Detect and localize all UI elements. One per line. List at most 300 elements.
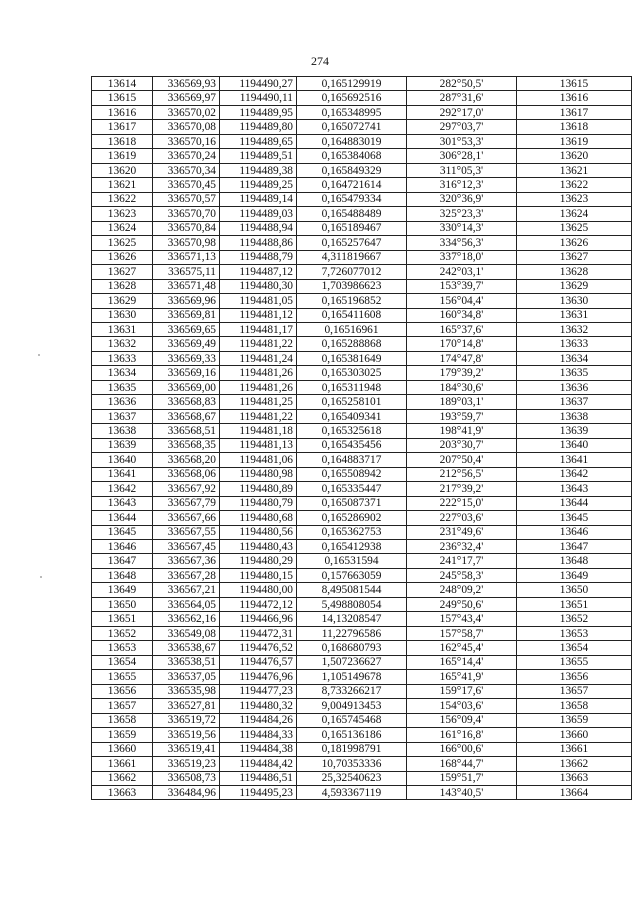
bearing-cell: 165°41,9'	[407, 670, 517, 684]
bearing-cell: 248°09,2'	[407, 583, 517, 597]
x-coordinate-cell: 336519,72	[153, 713, 220, 727]
x-coordinate-cell: 336535,98	[153, 684, 220, 698]
table-row	[92, 91, 632, 105]
y-coordinate-cell: 1194480,29	[220, 554, 297, 568]
bearing-cell: 160°34,8'	[407, 308, 517, 322]
distance-cell: 0,16531594	[297, 554, 407, 568]
point-to-cell: 13636	[517, 380, 632, 394]
y-coordinate-cell: 1194484,38	[220, 742, 297, 756]
distance-cell: 0,181998791	[297, 742, 407, 756]
x-coordinate-cell: 336519,41	[153, 742, 220, 756]
bearing-cell: 161°16,8'	[407, 728, 517, 742]
table-row	[92, 453, 632, 467]
table-row	[92, 105, 632, 119]
coordinates-table-container	[91, 76, 632, 800]
table-row	[92, 424, 632, 438]
point-from-cell: 13617	[92, 120, 153, 134]
bearing-cell: 282°50,5'	[407, 77, 517, 91]
distance-cell: 1,703986623	[297, 279, 407, 293]
distance-cell: 5,498808054	[297, 597, 407, 611]
point-to-cell: 13644	[517, 496, 632, 510]
table-row	[92, 742, 632, 756]
point-to-cell: 13639	[517, 424, 632, 438]
point-from-cell: 13647	[92, 554, 153, 568]
bearing-cell: 157°58,7'	[407, 626, 517, 640]
y-coordinate-cell: 1194489,14	[220, 192, 297, 206]
point-from-cell: 13615	[92, 91, 153, 105]
bearing-cell: 143°40,5'	[407, 785, 517, 799]
distance-cell: 0,165325618	[297, 424, 407, 438]
distance-cell: 10,70353336	[297, 757, 407, 771]
point-from-cell: 13641	[92, 467, 153, 481]
x-coordinate-cell: 336570,08	[153, 120, 220, 134]
point-from-cell: 13649	[92, 583, 153, 597]
point-from-cell: 13637	[92, 409, 153, 423]
point-from-cell: 13626	[92, 250, 153, 264]
point-to-cell: 13618	[517, 120, 632, 134]
scan-speck	[40, 576, 42, 578]
table-row	[92, 728, 632, 742]
distance-cell: 4,593367119	[297, 785, 407, 799]
distance-cell: 7,726077012	[297, 265, 407, 279]
y-coordinate-cell: 1194481,22	[220, 409, 297, 423]
y-coordinate-cell: 1194476,52	[220, 641, 297, 655]
point-to-cell: 13622	[517, 178, 632, 192]
table-row	[92, 554, 632, 568]
y-coordinate-cell: 1194472,12	[220, 597, 297, 611]
y-coordinate-cell: 1194481,06	[220, 453, 297, 467]
point-from-cell: 13650	[92, 597, 153, 611]
distance-cell: 0,165479334	[297, 192, 407, 206]
point-from-cell: 13629	[92, 294, 153, 308]
y-coordinate-cell: 1194489,95	[220, 105, 297, 119]
point-from-cell: 13652	[92, 626, 153, 640]
point-from-cell: 13614	[92, 77, 153, 91]
y-coordinate-cell: 1194480,32	[220, 699, 297, 713]
x-coordinate-cell: 336569,97	[153, 91, 220, 105]
x-coordinate-cell: 336568,67	[153, 409, 220, 423]
point-to-cell: 13664	[517, 785, 632, 799]
table-row	[92, 250, 632, 264]
coordinates-table-body	[92, 77, 632, 800]
bearing-cell: 236°32,4'	[407, 540, 517, 554]
point-from-cell: 13651	[92, 612, 153, 626]
point-to-cell: 13631	[517, 308, 632, 322]
point-from-cell: 13616	[92, 105, 153, 119]
table-row	[92, 366, 632, 380]
y-coordinate-cell: 1194476,57	[220, 655, 297, 669]
distance-cell: 0,165258101	[297, 395, 407, 409]
point-to-cell: 13620	[517, 149, 632, 163]
point-from-cell: 13656	[92, 684, 153, 698]
x-coordinate-cell: 336568,35	[153, 438, 220, 452]
point-from-cell: 13646	[92, 540, 153, 554]
table-row	[92, 294, 632, 308]
y-coordinate-cell: 1194481,05	[220, 294, 297, 308]
y-coordinate-cell: 1194487,12	[220, 265, 297, 279]
distance-cell: 0,165286902	[297, 511, 407, 525]
bearing-cell: 193°59,7'	[407, 409, 517, 423]
point-from-cell: 13657	[92, 699, 153, 713]
table-row	[92, 134, 632, 148]
x-coordinate-cell: 336569,93	[153, 77, 220, 91]
coordinates-table	[91, 76, 632, 800]
table-row	[92, 597, 632, 611]
point-to-cell: 13634	[517, 351, 632, 365]
table-row	[92, 684, 632, 698]
bearing-cell: 212°56,5'	[407, 467, 517, 481]
distance-cell: 0,165072741	[297, 120, 407, 134]
y-coordinate-cell: 1194466,96	[220, 612, 297, 626]
point-from-cell: 13642	[92, 482, 153, 496]
bearing-cell: 166°00,6'	[407, 742, 517, 756]
y-coordinate-cell: 1194481,25	[220, 395, 297, 409]
table-row	[92, 467, 632, 481]
x-coordinate-cell: 336568,83	[153, 395, 220, 409]
bearing-cell: 156°09,4'	[407, 713, 517, 727]
y-coordinate-cell: 1194481,22	[220, 337, 297, 351]
table-row	[92, 757, 632, 771]
point-to-cell: 13646	[517, 525, 632, 539]
x-coordinate-cell: 336549,08	[153, 626, 220, 640]
table-row	[92, 380, 632, 394]
x-coordinate-cell: 336569,81	[153, 308, 220, 322]
y-coordinate-cell: 1194481,26	[220, 366, 297, 380]
point-to-cell: 13658	[517, 699, 632, 713]
x-coordinate-cell: 336538,67	[153, 641, 220, 655]
point-from-cell: 13658	[92, 713, 153, 727]
point-from-cell: 13624	[92, 221, 153, 235]
distance-cell: 0,165508942	[297, 467, 407, 481]
bearing-cell: 334°56,3'	[407, 236, 517, 250]
point-to-cell: 13635	[517, 366, 632, 380]
bearing-cell: 153°39,7'	[407, 279, 517, 293]
table-row	[92, 655, 632, 669]
point-to-cell: 13619	[517, 134, 632, 148]
x-coordinate-cell: 336568,06	[153, 467, 220, 481]
y-coordinate-cell: 1194490,11	[220, 91, 297, 105]
table-row	[92, 163, 632, 177]
bearing-cell: 227°03,6'	[407, 511, 517, 525]
bearing-cell: 242°03,1'	[407, 265, 517, 279]
point-to-cell: 13633	[517, 337, 632, 351]
y-coordinate-cell: 1194480,30	[220, 279, 297, 293]
y-coordinate-cell: 1194484,42	[220, 757, 297, 771]
point-from-cell: 13634	[92, 366, 153, 380]
x-coordinate-cell: 336537,05	[153, 670, 220, 684]
table-row	[92, 785, 632, 799]
x-coordinate-cell: 336570,98	[153, 236, 220, 250]
x-coordinate-cell: 336508,73	[153, 771, 220, 785]
point-to-cell: 13655	[517, 655, 632, 669]
table-row	[92, 192, 632, 206]
y-coordinate-cell: 1194481,24	[220, 351, 297, 365]
distance-cell: 1,105149678	[297, 670, 407, 684]
distance-cell: 14,13208547	[297, 612, 407, 626]
point-to-cell: 13628	[517, 265, 632, 279]
bearing-cell: 337°18,0'	[407, 250, 517, 264]
table-row	[92, 236, 632, 250]
y-coordinate-cell: 1194480,56	[220, 525, 297, 539]
bearing-cell: 198°41,9'	[407, 424, 517, 438]
distance-cell: 0,165381649	[297, 351, 407, 365]
point-from-cell: 13644	[92, 511, 153, 525]
distance-cell: 0,165849329	[297, 163, 407, 177]
x-coordinate-cell: 336567,92	[153, 482, 220, 496]
bearing-cell: 162°45,4'	[407, 641, 517, 655]
bearing-cell: 179°39,2'	[407, 366, 517, 380]
x-coordinate-cell: 336527,81	[153, 699, 220, 713]
x-coordinate-cell: 336567,28	[153, 568, 220, 582]
distance-cell: 1,507236627	[297, 655, 407, 669]
table-row	[92, 265, 632, 279]
point-from-cell: 13660	[92, 742, 153, 756]
x-coordinate-cell: 336519,23	[153, 757, 220, 771]
point-from-cell: 13661	[92, 757, 153, 771]
x-coordinate-cell: 336570,57	[153, 192, 220, 206]
table-row	[92, 511, 632, 525]
y-coordinate-cell: 1194480,68	[220, 511, 297, 525]
bearing-cell: 297°03,7'	[407, 120, 517, 134]
distance-cell: 0,165348995	[297, 105, 407, 119]
bearing-cell: 165°14,4'	[407, 655, 517, 669]
distance-cell: 0,165409341	[297, 409, 407, 423]
table-row	[92, 221, 632, 235]
distance-cell: 0,165412938	[297, 540, 407, 554]
point-to-cell: 13647	[517, 540, 632, 554]
y-coordinate-cell: 1194480,89	[220, 482, 297, 496]
bearing-cell: 159°17,6'	[407, 684, 517, 698]
y-coordinate-cell: 1194489,51	[220, 149, 297, 163]
point-from-cell: 13625	[92, 236, 153, 250]
point-to-cell: 13615	[517, 77, 632, 91]
bearing-cell: 325°23,3'	[407, 207, 517, 221]
bearing-cell: 156°04,4'	[407, 294, 517, 308]
distance-cell: 8,733266217	[297, 684, 407, 698]
point-to-cell: 13638	[517, 409, 632, 423]
point-from-cell: 13645	[92, 525, 153, 539]
distance-cell: 0,165411608	[297, 308, 407, 322]
table-row	[92, 308, 632, 322]
y-coordinate-cell: 1194481,13	[220, 438, 297, 452]
bearing-cell: 249°50,6'	[407, 597, 517, 611]
distance-cell: 25,32540623	[297, 771, 407, 785]
x-coordinate-cell: 336570,24	[153, 149, 220, 163]
bearing-cell: 189°03,1'	[407, 395, 517, 409]
point-from-cell: 13654	[92, 655, 153, 669]
y-coordinate-cell: 1194481,17	[220, 322, 297, 336]
x-coordinate-cell: 336570,45	[153, 178, 220, 192]
x-coordinate-cell: 336562,16	[153, 612, 220, 626]
point-to-cell: 13652	[517, 612, 632, 626]
point-from-cell: 13631	[92, 322, 153, 336]
table-row	[92, 540, 632, 554]
point-to-cell: 13656	[517, 670, 632, 684]
x-coordinate-cell: 336567,21	[153, 583, 220, 597]
distance-cell: 0,165335447	[297, 482, 407, 496]
point-from-cell: 13653	[92, 641, 153, 655]
point-to-cell: 13627	[517, 250, 632, 264]
x-coordinate-cell: 336568,51	[153, 424, 220, 438]
x-coordinate-cell: 336567,55	[153, 525, 220, 539]
y-coordinate-cell: 1194472,31	[220, 626, 297, 640]
bearing-cell: 159°51,7'	[407, 771, 517, 785]
distance-cell: 8,495081544	[297, 583, 407, 597]
table-row	[92, 409, 632, 423]
table-row	[92, 77, 632, 91]
bearing-cell: 245°58,3'	[407, 568, 517, 582]
point-to-cell: 13662	[517, 757, 632, 771]
bearing-cell: 222°15,0'	[407, 496, 517, 510]
x-coordinate-cell: 336575,11	[153, 265, 220, 279]
distance-cell: 0,165257647	[297, 236, 407, 250]
point-from-cell: 13632	[92, 337, 153, 351]
distance-cell: 9,004913453	[297, 699, 407, 713]
table-row	[92, 626, 632, 640]
distance-cell: 0,165692516	[297, 91, 407, 105]
point-to-cell: 13623	[517, 192, 632, 206]
x-coordinate-cell: 336567,45	[153, 540, 220, 554]
bearing-cell: 184°30,6'	[407, 380, 517, 394]
table-row	[92, 279, 632, 293]
x-coordinate-cell: 336567,66	[153, 511, 220, 525]
x-coordinate-cell: 336570,70	[153, 207, 220, 221]
y-coordinate-cell: 1194489,25	[220, 178, 297, 192]
point-to-cell: 13653	[517, 626, 632, 640]
bearing-cell: 165°37,6'	[407, 322, 517, 336]
distance-cell: 0,165087371	[297, 496, 407, 510]
point-to-cell: 13645	[517, 511, 632, 525]
point-from-cell: 13640	[92, 453, 153, 467]
point-to-cell: 13621	[517, 163, 632, 177]
distance-cell: 0,164883019	[297, 134, 407, 148]
table-row	[92, 178, 632, 192]
x-coordinate-cell: 336570,02	[153, 105, 220, 119]
table-row	[92, 713, 632, 727]
table-row	[92, 351, 632, 365]
point-to-cell: 13649	[517, 568, 632, 582]
table-row	[92, 583, 632, 597]
point-from-cell: 13648	[92, 568, 153, 582]
point-to-cell: 13654	[517, 641, 632, 655]
distance-cell: 0,168680793	[297, 641, 407, 655]
table-row	[92, 641, 632, 655]
distance-cell: 0,165136186	[297, 728, 407, 742]
x-coordinate-cell: 336570,34	[153, 163, 220, 177]
point-from-cell: 13663	[92, 785, 153, 799]
point-from-cell: 13627	[92, 265, 153, 279]
y-coordinate-cell: 1194489,03	[220, 207, 297, 221]
point-from-cell: 13621	[92, 178, 153, 192]
point-to-cell: 13657	[517, 684, 632, 698]
table-row	[92, 525, 632, 539]
bearing-cell: 330°14,3'	[407, 221, 517, 235]
y-coordinate-cell: 1194489,65	[220, 134, 297, 148]
point-to-cell: 13617	[517, 105, 632, 119]
table-row	[92, 699, 632, 713]
y-coordinate-cell: 1194484,33	[220, 728, 297, 742]
y-coordinate-cell: 1194480,79	[220, 496, 297, 510]
table-row	[92, 149, 632, 163]
y-coordinate-cell: 1194489,80	[220, 120, 297, 134]
bearing-cell: 207°50,4'	[407, 453, 517, 467]
point-from-cell: 13643	[92, 496, 153, 510]
x-coordinate-cell: 336569,65	[153, 322, 220, 336]
table-row	[92, 482, 632, 496]
distance-cell: 0,165129919	[297, 77, 407, 91]
distance-cell: 0,165196852	[297, 294, 407, 308]
point-to-cell: 13648	[517, 554, 632, 568]
bearing-cell: 316°12,3'	[407, 178, 517, 192]
scan-speck	[38, 354, 40, 356]
bearing-cell: 292°17,0'	[407, 105, 517, 119]
point-from-cell: 13622	[92, 192, 153, 206]
y-coordinate-cell: 1194481,12	[220, 308, 297, 322]
point-from-cell: 13639	[92, 438, 153, 452]
table-row	[92, 771, 632, 785]
distance-cell: 4,311819667	[297, 250, 407, 264]
y-coordinate-cell: 1194488,86	[220, 236, 297, 250]
x-coordinate-cell: 336569,16	[153, 366, 220, 380]
point-to-cell: 13632	[517, 322, 632, 336]
table-row	[92, 120, 632, 134]
point-to-cell: 13625	[517, 221, 632, 235]
distance-cell: 0,165745468	[297, 713, 407, 727]
bearing-cell: 287°31,6'	[407, 91, 517, 105]
point-to-cell: 13624	[517, 207, 632, 221]
point-from-cell: 13618	[92, 134, 153, 148]
bearing-cell: 203°30,7'	[407, 438, 517, 452]
table-row	[92, 568, 632, 582]
table-row	[92, 670, 632, 684]
point-to-cell: 13616	[517, 91, 632, 105]
x-coordinate-cell: 336570,16	[153, 134, 220, 148]
x-coordinate-cell: 336571,48	[153, 279, 220, 293]
point-from-cell: 13633	[92, 351, 153, 365]
y-coordinate-cell: 1194480,98	[220, 467, 297, 481]
distance-cell: 0,157663059	[297, 568, 407, 582]
table-row	[92, 395, 632, 409]
y-coordinate-cell: 1194489,38	[220, 163, 297, 177]
x-coordinate-cell: 336519,56	[153, 728, 220, 742]
y-coordinate-cell: 1194477,23	[220, 684, 297, 698]
y-coordinate-cell: 1194480,43	[220, 540, 297, 554]
bearing-cell: 217°39,2'	[407, 482, 517, 496]
bearing-cell: 306°28,1'	[407, 149, 517, 163]
point-to-cell: 13643	[517, 482, 632, 496]
table-row	[92, 438, 632, 452]
y-coordinate-cell: 1194480,15	[220, 568, 297, 582]
y-coordinate-cell: 1194486,51	[220, 771, 297, 785]
x-coordinate-cell: 336564,05	[153, 597, 220, 611]
table-row	[92, 337, 632, 351]
distance-cell: 11,22796586	[297, 626, 407, 640]
point-to-cell: 13641	[517, 453, 632, 467]
distance-cell: 0,165384068	[297, 149, 407, 163]
bearing-cell: 154°03,6'	[407, 699, 517, 713]
bearing-cell: 301°53,3'	[407, 134, 517, 148]
point-to-cell: 13629	[517, 279, 632, 293]
distance-cell: 0,165362753	[297, 525, 407, 539]
x-coordinate-cell: 336571,13	[153, 250, 220, 264]
point-to-cell: 13663	[517, 771, 632, 785]
page-number: 274	[311, 54, 329, 68]
y-coordinate-cell: 1194481,18	[220, 424, 297, 438]
table-row	[92, 496, 632, 510]
point-to-cell: 13661	[517, 742, 632, 756]
distance-cell: 0,165488489	[297, 207, 407, 221]
x-coordinate-cell: 336569,96	[153, 294, 220, 308]
